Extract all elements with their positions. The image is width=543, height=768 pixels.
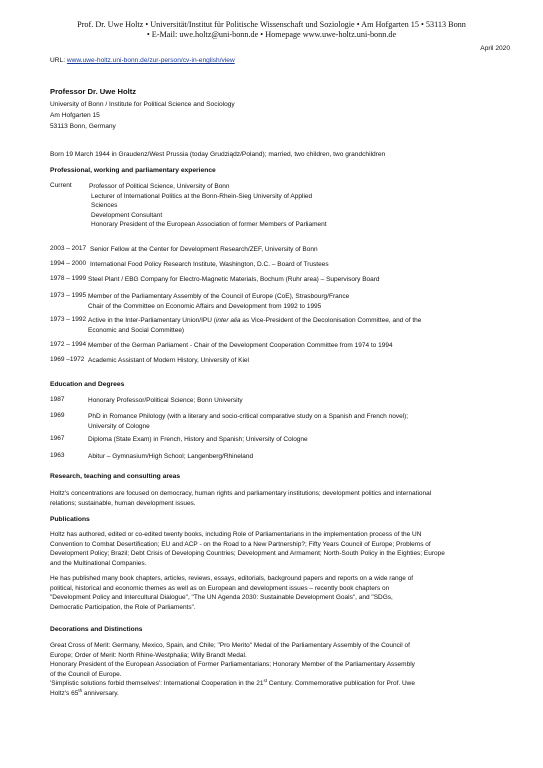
publications-line: Convention to Combat Desertification; EU and ACP - on the Road to a New Partnership?; Fifty Years Council of Europe; Problems of <box>50 540 431 548</box>
current-role: Professor of Political Science, University of Bonn <box>89 183 230 190</box>
publications-line: and the Multinational Companies. <box>50 559 147 567</box>
experience-line: Economic and Social Committee) <box>88 326 185 334</box>
experience-line: Steel Plant / EBG Company for Electro-Magnetic Materials, Bochum (Ruhr area) – Supervisory Board <box>88 276 380 283</box>
experience-text <box>88 292 503 311</box>
education-year: 1967 <box>50 435 65 442</box>
decorations-line: of the Council of Europe. <box>50 670 122 678</box>
birth-info: Born 19 March 1944 in Graudenz/West Prussia (today Grudziądz/Poland); married, two children, two grandchildren <box>50 151 386 158</box>
experience-years: 1973 – 1992 <box>50 316 87 323</box>
education-line: Honorary Professor/Political Science; Bonn University <box>88 397 243 404</box>
publications-line: "Development Policy and Intercultural Dialogue", "The UN Agenda 2030: Sustainable Development Goals", and "SDGs, <box>50 594 393 602</box>
experience-years: 1973 – 1995 <box>50 292 87 299</box>
publications-paragraph-1 <box>50 530 497 568</box>
decorations-line <box>50 689 497 699</box>
experience-text <box>88 275 503 285</box>
current-role: Sciences <box>91 202 118 209</box>
decorations-heading: Decorations and Distinctions <box>50 626 143 633</box>
experience-years: 2003 – 2017 <box>50 245 87 252</box>
education-line: University of Cologne <box>88 422 150 430</box>
publications-heading: Publications <box>50 516 90 523</box>
publications-line: Development Policy; Brazil; Debt Crisis of Developing Countries; Development and Armament; North-South Policy in the Eighties; Europe <box>50 550 445 558</box>
experience-years: 1978 – 1999 <box>50 275 87 282</box>
experience-line: International Food Policy Research Institute, Washington, D.C. – Board of Trustees <box>90 261 329 268</box>
experience-line: Active in the Inter-Parliamentary Union/IPU (inter alia as Vice-President of the Decolonisation Committee, and of the <box>88 317 422 324</box>
experience-years: 1972 – 1994 <box>50 341 87 348</box>
current-role: Lecturer of International Politics at the Bonn-Rhein-Sieg University of Applied <box>91 192 313 200</box>
address-line-1: University of Bonn / Institute for Political Science and Sociology <box>50 101 235 108</box>
experience-line: Academic Assistant of Modern History, University of Kiel <box>88 357 249 364</box>
decorations-line: Honorary President of the European Association of Former Parliamentarians; Honorary Member of the Parliamentary Assembly <box>50 661 415 669</box>
cv-url-link[interactable]: www.uwe-holtz.uni-bonn.de/zur-person/cv-in-english/view <box>66 57 235 64</box>
text-segment: Holtz's 65 <box>50 689 79 697</box>
experience-text <box>88 316 503 335</box>
document-date: April 2020 <box>480 45 510 52</box>
research-heading: Research, teaching and consulting areas <box>50 473 181 480</box>
address-line-3: 53113 Bonn, Germany <box>50 123 116 130</box>
current-label: Current <box>50 182 72 189</box>
education-text <box>88 396 503 406</box>
decorations-text <box>50 641 497 699</box>
research-line: relations; sustainable, human development issues. <box>50 499 196 507</box>
url-line <box>50 57 235 64</box>
current-role: Development Consultant <box>91 211 163 219</box>
text-segment: 'Simplistic solutions forbid themselves': International Cooperation in the 21 <box>50 680 264 688</box>
experience-text <box>88 356 503 366</box>
superscript: st <box>263 678 267 684</box>
superscript: th <box>78 687 83 693</box>
letterhead-line-2: • E-Mail: uwe.holtz@uni-bonn.de • Homepage www.uwe-holtz.uni-bonn.de <box>146 30 397 39</box>
education-heading: Education and Degrees <box>50 381 125 388</box>
experience-line: Member of the German Parliament - Chair of the Development Cooperation Committee from 1974 to 1994 <box>88 342 393 349</box>
decorations-line: Europe; Order of Merit: North Rhine-Westphalia; Willy Brandt Medal. <box>50 651 247 659</box>
experience-line: Member of the Parliamentary Assembly of the Council of Europe (CoE), Strasbourg/France <box>88 293 350 300</box>
research-text <box>50 489 497 508</box>
current-role: Honorary President of the European Association of former Members of Parliament <box>91 221 327 228</box>
experience-heading: Professional, working and parliamentary experience <box>50 167 216 174</box>
education-year: 1969 <box>50 412 65 419</box>
publications-line: Holtz has authored, edited or co-edited twenty books, including Role of Parliamentarians in the implementation process of the UN <box>50 531 422 538</box>
experience-text <box>88 341 503 351</box>
experience-line: Chair of the Committee on Economic Affairs and Development from 1992 to 1995 <box>88 302 322 310</box>
experience-years: 1994 – 2000 <box>50 260 87 267</box>
experience-line: Senior Fellow at the Center for Development Research/ZEF, University of Bonn <box>90 246 318 253</box>
address-line-2: Am Hofgarten 15 <box>50 112 100 119</box>
education-line: PhD in Romance Philology (with a literary and socio-critical comparative study on a Spanish and French novel); <box>88 413 409 420</box>
decorations-line: Great Cross of Merit: Germany, Mexico, Spain, and Chile; "Pro Merito" Medal of the Parliamentary Assembly of the Council of <box>50 642 410 649</box>
experience-years: 1969 –1972 <box>50 356 85 363</box>
education-year: 1963 <box>50 452 65 459</box>
experience-text <box>90 260 505 270</box>
education-text <box>88 412 503 431</box>
publications-line: He has published many book chapters, articles, reviews, essays, editorials, background papers and reports on a wide range of <box>50 575 414 582</box>
text-segment: Century. Commemorative publication for Prof. Uwe <box>267 680 415 688</box>
publications-paragraph-2 <box>50 574 497 612</box>
publications-line: political, historical and economic themes as well as on European and development issues – recently book chapters on <box>50 584 390 592</box>
url-label: URL: <box>50 57 66 64</box>
research-line: Holtz's concentrations are focused on democracy, human rights and parliamentary institutions; development politics and international <box>50 490 432 497</box>
education-text <box>88 452 503 462</box>
education-line: Diploma (State Exam) in French, History and Spanish; University of Cologne <box>88 436 308 443</box>
education-year: 1987 <box>50 396 65 403</box>
education-text <box>88 435 503 445</box>
letterhead-line-1: Prof. Dr. Uwe Holtz • Universität/Institut für Politische Wissenschaft und Soziologie • Am Hofgarten 15 • 53113 Bonn <box>77 20 466 29</box>
education-line: Abitur – Gymnasium/High School; Langenberg/Rhineland <box>88 453 254 460</box>
text-segment: anniversary. <box>82 689 119 697</box>
decorations-line <box>50 679 497 689</box>
experience-text <box>90 245 505 255</box>
person-name: Professor Dr. Uwe Holtz <box>50 87 137 96</box>
publications-line: Democratic Participation, the Role of Parliaments". <box>50 603 196 611</box>
current-roles <box>89 182 509 230</box>
